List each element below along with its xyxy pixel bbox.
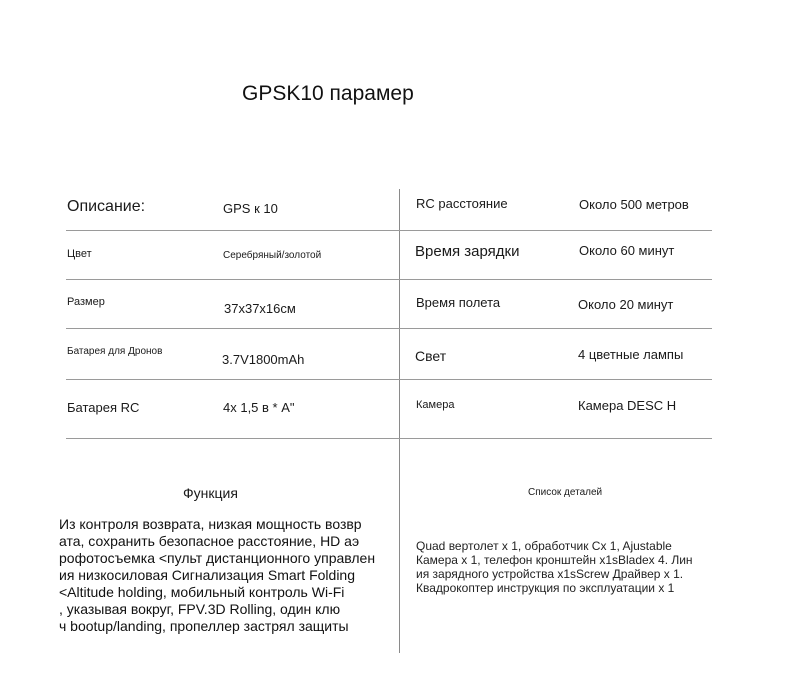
row-divider — [66, 279, 712, 280]
spec-label-charge-time: Время зарядки — [415, 243, 520, 260]
spec-value-size: 37x37x16см — [224, 301, 296, 316]
row-divider — [66, 230, 712, 231]
spec-label-description: Описание: — [67, 198, 146, 215]
page-title: GPSK10 парамер — [242, 82, 414, 105]
parts-list-description: Quad вертолет x 1, обработчик Cx 1, Ajustable Камера x 1, телефон кронштейн x1sBladex 4. Лин ия зарядного устройства x1sScrew Драйвер x 1. Квадрокоптер инструкция по эксплуатации x 1 — [416, 539, 693, 595]
spec-value-drone-battery: 3.7V1800mAh — [222, 352, 305, 367]
spec-value-rc-battery: 4x 1,5 в * A" — [223, 400, 295, 415]
function-heading: Функция — [183, 485, 238, 501]
row-divider — [66, 438, 712, 439]
spec-label-camera: Камера — [416, 399, 455, 411]
function-description: Из контроля возврата, низкая мощность возвр ата, сохранить безопасное расстояние, HD аэ рофотосъемка <пульт дистанционного управлен ия низкосиловая Сигнализация Smart Folding <Altitude holding, мобильный контроль Wi-Fi , указывая вокруг, FPV.3D Rolling, один клю ч bootup/landing, пропеллер застрял защиты — [59, 516, 376, 634]
row-divider — [66, 328, 712, 329]
spec-label-rc-battery: Батарея RC — [67, 400, 140, 415]
spec-value-color: Серебряный/золотой — [223, 250, 322, 261]
spec-value-rc-range: Около 500 метров — [579, 197, 689, 212]
spec-value-camera: Камера DESC H — [578, 398, 677, 413]
table-center-divider — [399, 189, 400, 653]
spec-label-drone-battery: Батарея для Дронов — [67, 346, 163, 357]
parts-list-heading: Список деталей — [528, 487, 603, 498]
spec-value-flight-time: Около 20 минут — [578, 297, 674, 312]
spec-value-charge-time: Около 60 минут — [579, 243, 675, 258]
spec-label-size: Размер — [67, 296, 105, 308]
row-divider — [66, 379, 712, 380]
spec-label-flight-time: Время полета — [416, 295, 501, 310]
spec-label-light: Свет — [415, 348, 447, 364]
spec-value-description: GPS к 10 — [223, 201, 278, 216]
spec-label-rc-range: RC расстояние — [416, 196, 508, 211]
spec-value-light: 4 цветные лампы — [578, 347, 684, 362]
spec-label-color: Цвет — [67, 248, 92, 260]
